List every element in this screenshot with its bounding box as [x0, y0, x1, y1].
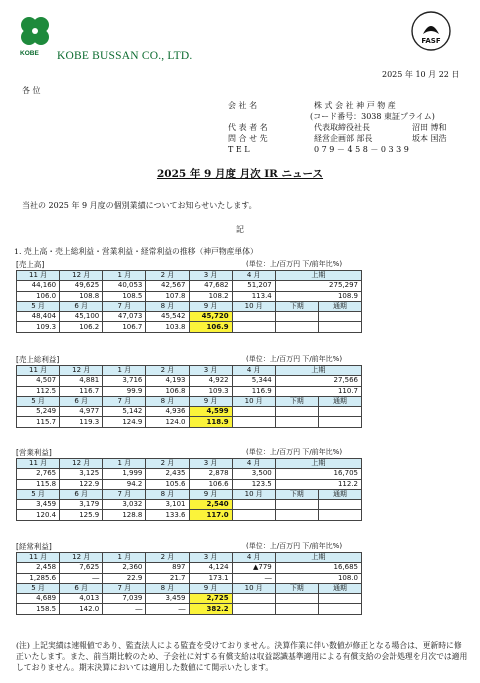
table-row — [17, 396, 362, 406]
data-table — [16, 365, 362, 428]
table-cell — [318, 594, 361, 604]
table-cell: 4,936 — [146, 407, 189, 417]
table-cell: 108.9 — [275, 291, 361, 301]
table-cell: 27,566 — [275, 376, 361, 386]
column-header: 1 月 — [103, 459, 146, 469]
table-row — [17, 573, 362, 583]
column-header: 10 月 — [232, 301, 275, 311]
table-label: [売上総利益] — [16, 355, 60, 364]
table-cell: 3,716 — [103, 376, 146, 386]
table-cell: 106.0 — [17, 291, 60, 301]
table-cell — [318, 407, 361, 417]
table-cell: 22.9 — [103, 573, 146, 583]
table-cell — [318, 417, 361, 427]
contact-label: 問 合 せ 先 — [228, 134, 268, 143]
table-cell: 3,101 — [146, 500, 189, 510]
column-header: 11 月 — [17, 366, 60, 376]
table-cell: 16,705 — [275, 469, 361, 479]
table-cell: 128.8 — [103, 510, 146, 520]
table-cell: 3,179 — [60, 500, 103, 510]
data-table — [16, 458, 362, 521]
table-row — [17, 366, 362, 376]
column-header: 4 月 — [232, 459, 275, 469]
table-cell — [275, 500, 318, 510]
column-header: 11 月 — [17, 553, 60, 563]
table-row — [17, 322, 362, 332]
column-header: 11 月 — [17, 271, 60, 281]
table-row — [17, 489, 362, 499]
column-header: 7 月 — [103, 583, 146, 593]
table-row — [17, 563, 362, 573]
table-cell: 3,459 — [146, 594, 189, 604]
column-header: 12 月 — [60, 366, 103, 376]
table-cell: 897 — [146, 563, 189, 573]
table-cell — [318, 604, 361, 614]
column-header: 下期 — [275, 396, 318, 406]
table-cell: 5,249 — [17, 407, 60, 417]
table-cell: 2,765 — [17, 469, 60, 479]
table-cell: 51,207 — [232, 281, 275, 291]
table-cell: 112.5 — [17, 386, 60, 396]
table-cell: 124.0 — [146, 417, 189, 427]
table-row — [17, 271, 362, 281]
unit-label: (単位：上/百万円 下/前年比%) — [246, 448, 343, 456]
table-cell: 47,682 — [189, 281, 232, 291]
table-cell — [232, 417, 275, 427]
table-cell: 158.5 — [17, 604, 60, 614]
table-cell: 16,685 — [275, 563, 361, 573]
logo-small-text: KOBE — [20, 50, 39, 57]
unit-label: (単位：上/百万円 下/前年比%) — [246, 542, 343, 550]
table-cell: 113.4 — [232, 291, 275, 301]
table-cell: 108.8 — [60, 291, 103, 301]
column-header: 5 月 — [17, 301, 60, 311]
table-row — [17, 386, 362, 396]
column-header: 9 月 — [189, 301, 232, 311]
column-header: 9 月 — [189, 489, 232, 499]
fasf-badge-text: FASF — [421, 37, 441, 45]
table-cell: 1,285.6 — [17, 573, 60, 583]
table-cell: 4,013 — [60, 594, 103, 604]
footnote: (注) 上記実績は速報値であり、監査法人による監査を受けておりません。決算作業に伴い数値が修正となる場合は、更新時に修正いたします。また、前当期比較のため、子会社に対する有償支給は収益認識基準適用による有償支給の会計処理を月次では適用しておりません。期末決算においては適用した数値にて開示いたします。 — [16, 641, 468, 672]
table-cell: 2,725 — [189, 594, 232, 604]
table-cell: 4,922 — [189, 376, 232, 386]
table-cell: 106.7 — [103, 322, 146, 332]
table-cell: ▲779 — [232, 563, 275, 573]
table-cell: 124.9 — [103, 417, 146, 427]
column-header: 6 月 — [60, 301, 103, 311]
table-cell: 45,100 — [60, 312, 103, 322]
table-row — [17, 510, 362, 520]
column-header: 8 月 — [146, 301, 189, 311]
table-cell: 109.3 — [17, 322, 60, 332]
column-header: 1 月 — [103, 366, 146, 376]
table-cell: 4,881 — [60, 376, 103, 386]
table-cell: 2,435 — [146, 469, 189, 479]
ki-mark: 記 — [236, 225, 244, 234]
column-header: 3 月 — [189, 366, 232, 376]
contact-value: 経営企画部 部長 — [314, 134, 373, 143]
table-cell — [275, 604, 318, 614]
column-header: 4 月 — [232, 271, 275, 281]
table-cell: 109.3 — [189, 386, 232, 396]
table-cell: 3,032 — [103, 500, 146, 510]
column-header: 12 月 — [60, 553, 103, 563]
column-header: 5 月 — [17, 489, 60, 499]
table-cell: 116.7 — [60, 386, 103, 396]
column-header: 6 月 — [60, 583, 103, 593]
table-cell: 4,977 — [60, 407, 103, 417]
table-cell: ― — [146, 604, 189, 614]
code-value: (コード番号：3038 東証プライム) — [310, 112, 435, 121]
table-cell: 40,053 — [103, 281, 146, 291]
column-header: 上期 — [275, 271, 361, 281]
table-cell: 4,599 — [189, 407, 232, 417]
column-header: 通期 — [318, 396, 361, 406]
table-cell: 94.2 — [103, 479, 146, 489]
column-header: 10 月 — [232, 583, 275, 593]
table-cell — [232, 594, 275, 604]
column-header: 3 月 — [189, 553, 232, 563]
unit-label: (単位：上/百万円 下/前年比%) — [246, 355, 343, 363]
company-label: 会 社 名 — [228, 101, 258, 110]
table-cell — [232, 312, 275, 322]
table-cell: 122.9 — [60, 479, 103, 489]
contact-name: 坂本 国浩 — [412, 134, 447, 143]
table-cell: 110.7 — [275, 386, 361, 396]
column-header: 3 月 — [189, 271, 232, 281]
table-row — [17, 301, 362, 311]
table-cell — [232, 604, 275, 614]
table-cell: 4,507 — [17, 376, 60, 386]
column-header: 7 月 — [103, 301, 146, 311]
column-header: 12 月 — [60, 271, 103, 281]
table-row — [17, 407, 362, 417]
table-cell — [232, 500, 275, 510]
column-header: 上期 — [275, 366, 361, 376]
table-cell: 21.7 — [146, 573, 189, 583]
table-cell: 123.5 — [232, 479, 275, 489]
fasf-badge — [410, 10, 452, 54]
table-cell — [275, 322, 318, 332]
table-cell: ― — [60, 573, 103, 583]
table-cell: 117.0 — [189, 510, 232, 520]
table-row — [17, 583, 362, 593]
table-cell: 133.6 — [146, 510, 189, 520]
table-cell: 45,542 — [146, 312, 189, 322]
table-cell: 119.3 — [60, 417, 103, 427]
table-cell: 173.1 — [189, 573, 232, 583]
table-cell: 108.0 — [275, 573, 361, 583]
column-header: 10 月 — [232, 489, 275, 499]
table-cell: 44,160 — [17, 281, 60, 291]
column-header: 7 月 — [103, 489, 146, 499]
table-cell: 49,625 — [60, 281, 103, 291]
column-header: 下期 — [275, 301, 318, 311]
tel-value: 0 7 9 － 4 5 8 － 0 3 3 9 — [314, 145, 409, 154]
table-cell: 3,459 — [17, 500, 60, 510]
column-header: 4 月 — [232, 553, 275, 563]
table-cell — [232, 407, 275, 417]
column-header: 通期 — [318, 301, 361, 311]
table-row — [17, 500, 362, 510]
table-cell: 118.9 — [189, 417, 232, 427]
table-cell — [232, 322, 275, 332]
intro-text: 当社の 2025 年 9 月度の個別業績についてお知らせいたします。 — [22, 201, 257, 210]
table-cell — [275, 407, 318, 417]
rep-name: 沼田 博和 — [412, 123, 447, 132]
table-cell: 106.2 — [60, 322, 103, 332]
table-cell: 4,193 — [146, 376, 189, 386]
column-header: 5 月 — [17, 583, 60, 593]
column-header: 通期 — [318, 583, 361, 593]
table-cell: 115.8 — [17, 479, 60, 489]
column-header: 2 月 — [146, 553, 189, 563]
unit-label: (単位：上/百万円 下/前年比%) — [246, 260, 343, 268]
column-header: 6 月 — [60, 396, 103, 406]
column-header: 6 月 — [60, 489, 103, 499]
column-header: 下期 — [275, 489, 318, 499]
table-cell: 99.9 — [103, 386, 146, 396]
table-cell: 116.9 — [232, 386, 275, 396]
column-header: 10 月 — [232, 396, 275, 406]
table-row — [17, 459, 362, 469]
table-cell: 108.2 — [189, 291, 232, 301]
table-row — [17, 604, 362, 614]
table-cell: 4,689 — [17, 594, 60, 604]
table-row — [17, 479, 362, 489]
column-header: 上期 — [275, 459, 361, 469]
table-cell: 382.2 — [189, 604, 232, 614]
column-header: 8 月 — [146, 396, 189, 406]
table-cell: 106.8 — [146, 386, 189, 396]
table-cell — [318, 500, 361, 510]
data-table — [16, 552, 362, 615]
column-header: 11 月 — [17, 459, 60, 469]
table-label: [経常利益] — [16, 542, 52, 551]
table-cell: 103.8 — [146, 322, 189, 332]
column-header: 12 月 — [60, 459, 103, 469]
table-cell — [275, 417, 318, 427]
table-row — [17, 291, 362, 301]
table-cell — [318, 322, 361, 332]
company-name-en: KOBE BUSSAN CO., LTD. — [57, 50, 193, 62]
table-row — [17, 417, 362, 427]
tel-label: T E L — [228, 145, 250, 154]
table-cell — [318, 312, 361, 322]
table-cell — [275, 594, 318, 604]
column-header: 2 月 — [146, 271, 189, 281]
table-cell: 2,360 — [103, 563, 146, 573]
column-header: 5 月 — [17, 396, 60, 406]
table-cell: 3,500 — [232, 469, 275, 479]
data-table — [16, 270, 362, 333]
table-cell: 48,404 — [17, 312, 60, 322]
issue-date: 2025 年 10 月 22 日 — [382, 70, 460, 79]
table-row — [17, 312, 362, 322]
column-header: 8 月 — [146, 489, 189, 499]
table-label: [営業利益] — [16, 448, 52, 457]
table-cell — [275, 312, 318, 322]
column-header: 1 月 — [103, 271, 146, 281]
column-header: 2 月 — [146, 366, 189, 376]
table-cell: 106.6 — [189, 479, 232, 489]
table-cell: 4,124 — [189, 563, 232, 573]
table-row — [17, 553, 362, 563]
column-header: 通期 — [318, 489, 361, 499]
table-cell: 5,142 — [103, 407, 146, 417]
table-cell: 115.7 — [17, 417, 60, 427]
rep-value: 代表取締役社長 — [314, 123, 370, 132]
table-cell — [232, 510, 275, 520]
table-row — [17, 281, 362, 291]
table-cell: ― — [232, 573, 275, 583]
addressee: 各 位 — [22, 86, 41, 95]
column-header: 8 月 — [146, 583, 189, 593]
table-cell: 120.4 — [17, 510, 60, 520]
table-cell: 3,125 — [60, 469, 103, 479]
section-heading: 1. 売上高・売上総利益・営業利益・経常利益の推移（神戸物産単体） — [14, 247, 258, 256]
table-row — [17, 594, 362, 604]
column-header: 3 月 — [189, 459, 232, 469]
table-cell: 125.9 — [60, 510, 103, 520]
table-cell: 275,297 — [275, 281, 361, 291]
rep-label: 代 表 者 名 — [228, 123, 268, 132]
company-value: 株 式 会 社 神 戸 物 産 — [314, 101, 396, 110]
table-cell: 112.2 — [275, 479, 361, 489]
table-cell: 42,567 — [146, 281, 189, 291]
column-header: 9 月 — [189, 396, 232, 406]
column-header: 下期 — [275, 583, 318, 593]
page-title: 2025 年 9 月度 月次 IR ニュース — [156, 168, 324, 180]
table-cell: 2,458 — [17, 563, 60, 573]
table-cell: 106.9 — [189, 322, 232, 332]
table-label: [売上高] — [16, 260, 45, 269]
table-cell: 108.5 — [103, 291, 146, 301]
table-cell: 105.6 — [146, 479, 189, 489]
table-cell — [318, 510, 361, 520]
table-row — [17, 376, 362, 386]
column-header: 2 月 — [146, 459, 189, 469]
table-cell: 1,999 — [103, 469, 146, 479]
table-cell — [275, 510, 318, 520]
table-cell: 45,720 — [189, 312, 232, 322]
table-cell: ― — [103, 604, 146, 614]
table-row — [17, 469, 362, 479]
clover-logo — [18, 14, 52, 48]
table-cell: 7,625 — [60, 563, 103, 573]
column-header: 1 月 — [103, 553, 146, 563]
table-cell: 142.0 — [60, 604, 103, 614]
table-cell: 2,540 — [189, 500, 232, 510]
column-header: 4 月 — [232, 366, 275, 376]
table-cell: 5,344 — [232, 376, 275, 386]
column-header: 7 月 — [103, 396, 146, 406]
table-cell: 47,073 — [103, 312, 146, 322]
column-header: 上期 — [275, 553, 361, 563]
table-cell: 2,878 — [189, 469, 232, 479]
table-cell: 7,039 — [103, 594, 146, 604]
table-cell: 107.8 — [146, 291, 189, 301]
column-header: 9 月 — [189, 583, 232, 593]
